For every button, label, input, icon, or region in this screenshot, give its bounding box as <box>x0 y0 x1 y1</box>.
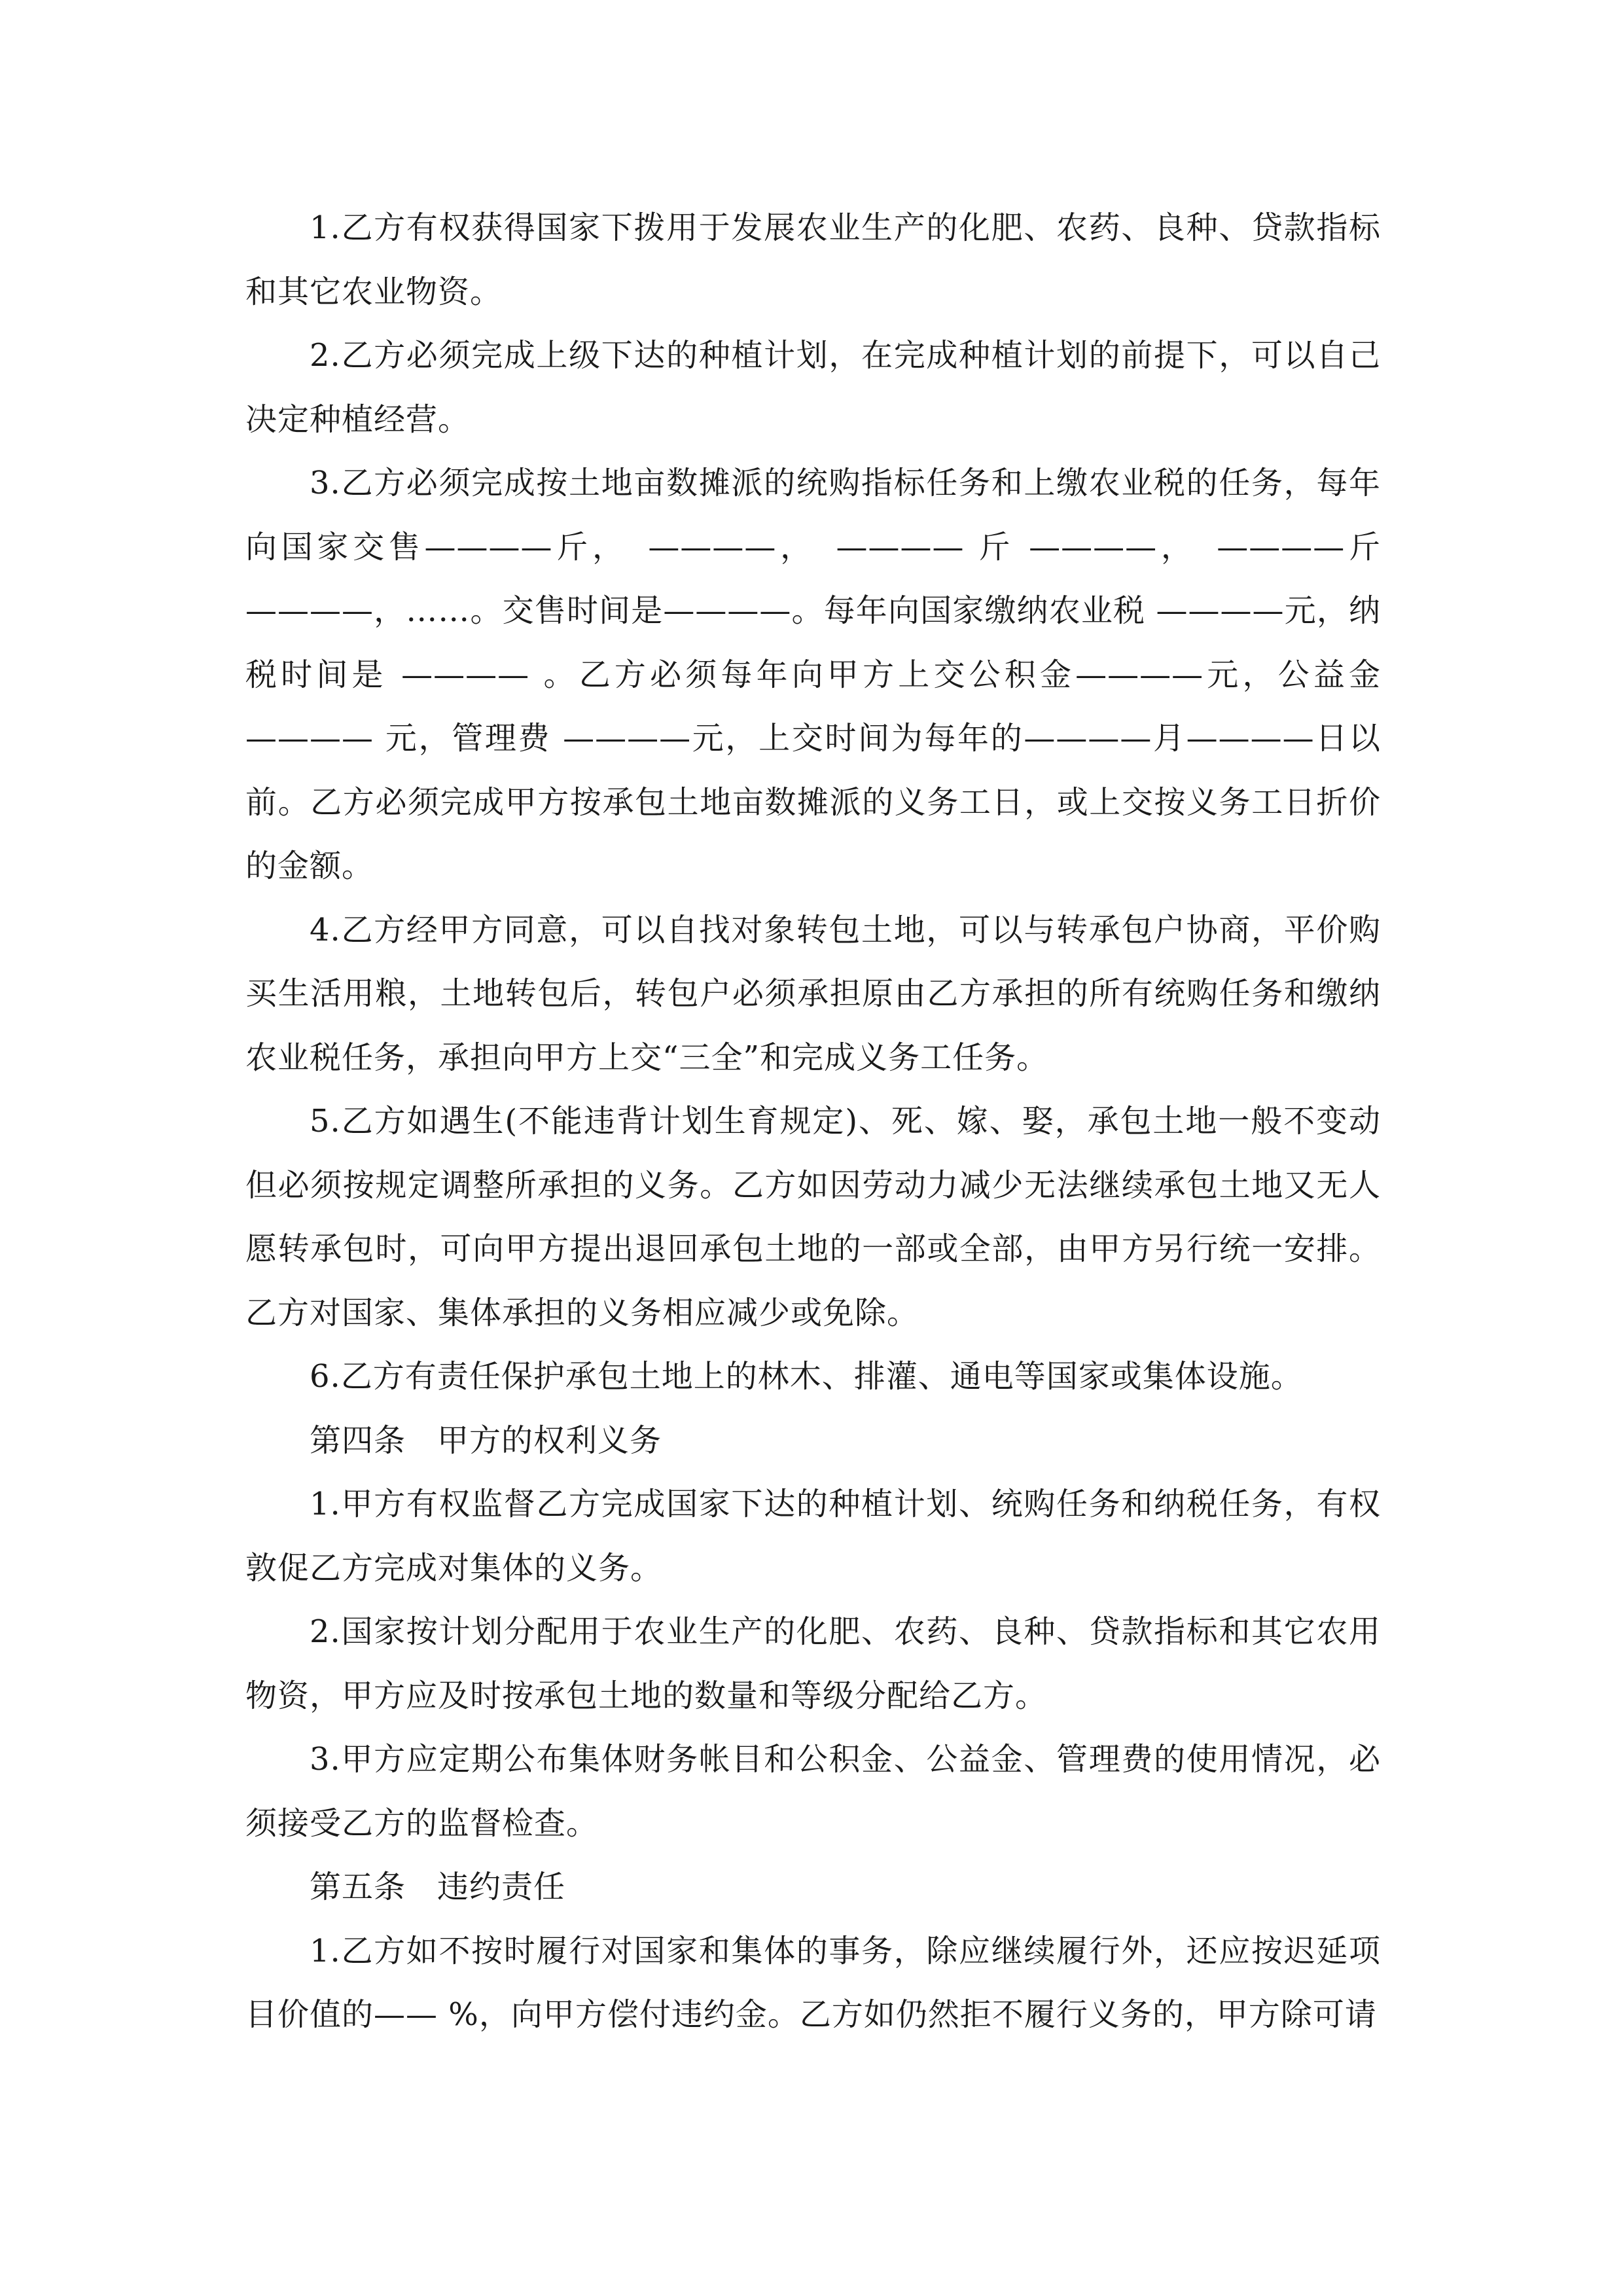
article-4-item-1: 1.甲方有权监督乙方完成国家下达的种植计划、统购任务和纳税任务，有权敦促乙方完成对集体的义务。 <box>245 1486 1381 1587</box>
paragraph-party-b-right-1: 1.乙方有权获得国家下拨用于发展农业生产的化肥、农药、良种、贷款指标和其它农业物资。 <box>245 209 1381 310</box>
article-4-heading <box>245 1409 1381 1473</box>
article-4-item-2: 2.国家按计划分配用于农业生产的化肥、农药、良种、贷款指标和其它农用物资，甲方应及时按承包土地的数量和等级分配给乙方。 <box>245 1613 1381 1714</box>
paragraph-party-b-duty-3: 3.乙方必须完成按土地亩数摊派的统购指标任务和上缴农业税的任务，每年向国家交售————斤， ————， ———— 斤 ————， ————斤————，……。交售时间是————。每年向国家缴纳农业税 ————元，纳税时间是 ———— 。乙方必须每年向甲方上交公积金————元，公益金———— 元，管理费 ————元，上交时间为每年的————月————日以前。乙方必须完成甲方按承包土地亩数摊派的义务工日，或上交按义务工日折价的金额。 <box>245 465 1381 884</box>
article-4-item-3: 3.甲方应定期公布集体财务帐目和公积金、公益金、管理费的使用情况，必须接受乙方的监督检查。 <box>245 1741 1381 1842</box>
article-4-number: 第四条 <box>310 1422 406 1459</box>
article-4-title: 甲方的权利义务 <box>437 1422 662 1459</box>
paragraph-party-b-duty-6: 6.乙方有责任保护承包土地上的林木、排灌、通电等国家或集体设施。 <box>310 1358 1303 1395</box>
paragraph-party-b-duty-5: 5.乙方如遇生(不能违背计划生育规定)、死、嫁、娶，承包土地一般不变动但必须按规定调整所承担的义务。乙方如因劳动力减少无法继续承包土地又无人愿转承包时，可向甲方提出退回承包土地的一部或全部，由甲方另行统一安排。乙方对国家、集体承担的义务相应减少或免除。 <box>245 1103 1381 1331</box>
article-5-heading <box>245 1856 1381 1920</box>
article-5-title: 违约责任 <box>437 1869 566 1905</box>
contract-body <box>245 196 1381 2047</box>
paragraph-party-b-right-2: 2.乙方必须完成上级下达的种植计划，在完成种植计划的前提下，可以自己决定种植经营。 <box>245 337 1381 438</box>
paragraph-party-b-duty-4: 4.乙方经甲方同意，可以自找对象转包土地，可以与转承包户协商，平价购买生活用粮，土地转包后，转包户必须承担原由乙方承担的所有统购任务和缴纳农业税任务，承担向甲方上交“三全”和完成义务工任务。 <box>245 911 1381 1076</box>
article-5-item-1: 1.乙方如不按时履行对国家和集体的事务，除应继续履行外，还应按迟延项目价值的—— %，向甲方偿付违约金。乙方如仍然拒不履行义务的，甲方除可请 <box>245 1932 1381 2033</box>
article-5-number: 第五条 <box>310 1869 406 1905</box>
